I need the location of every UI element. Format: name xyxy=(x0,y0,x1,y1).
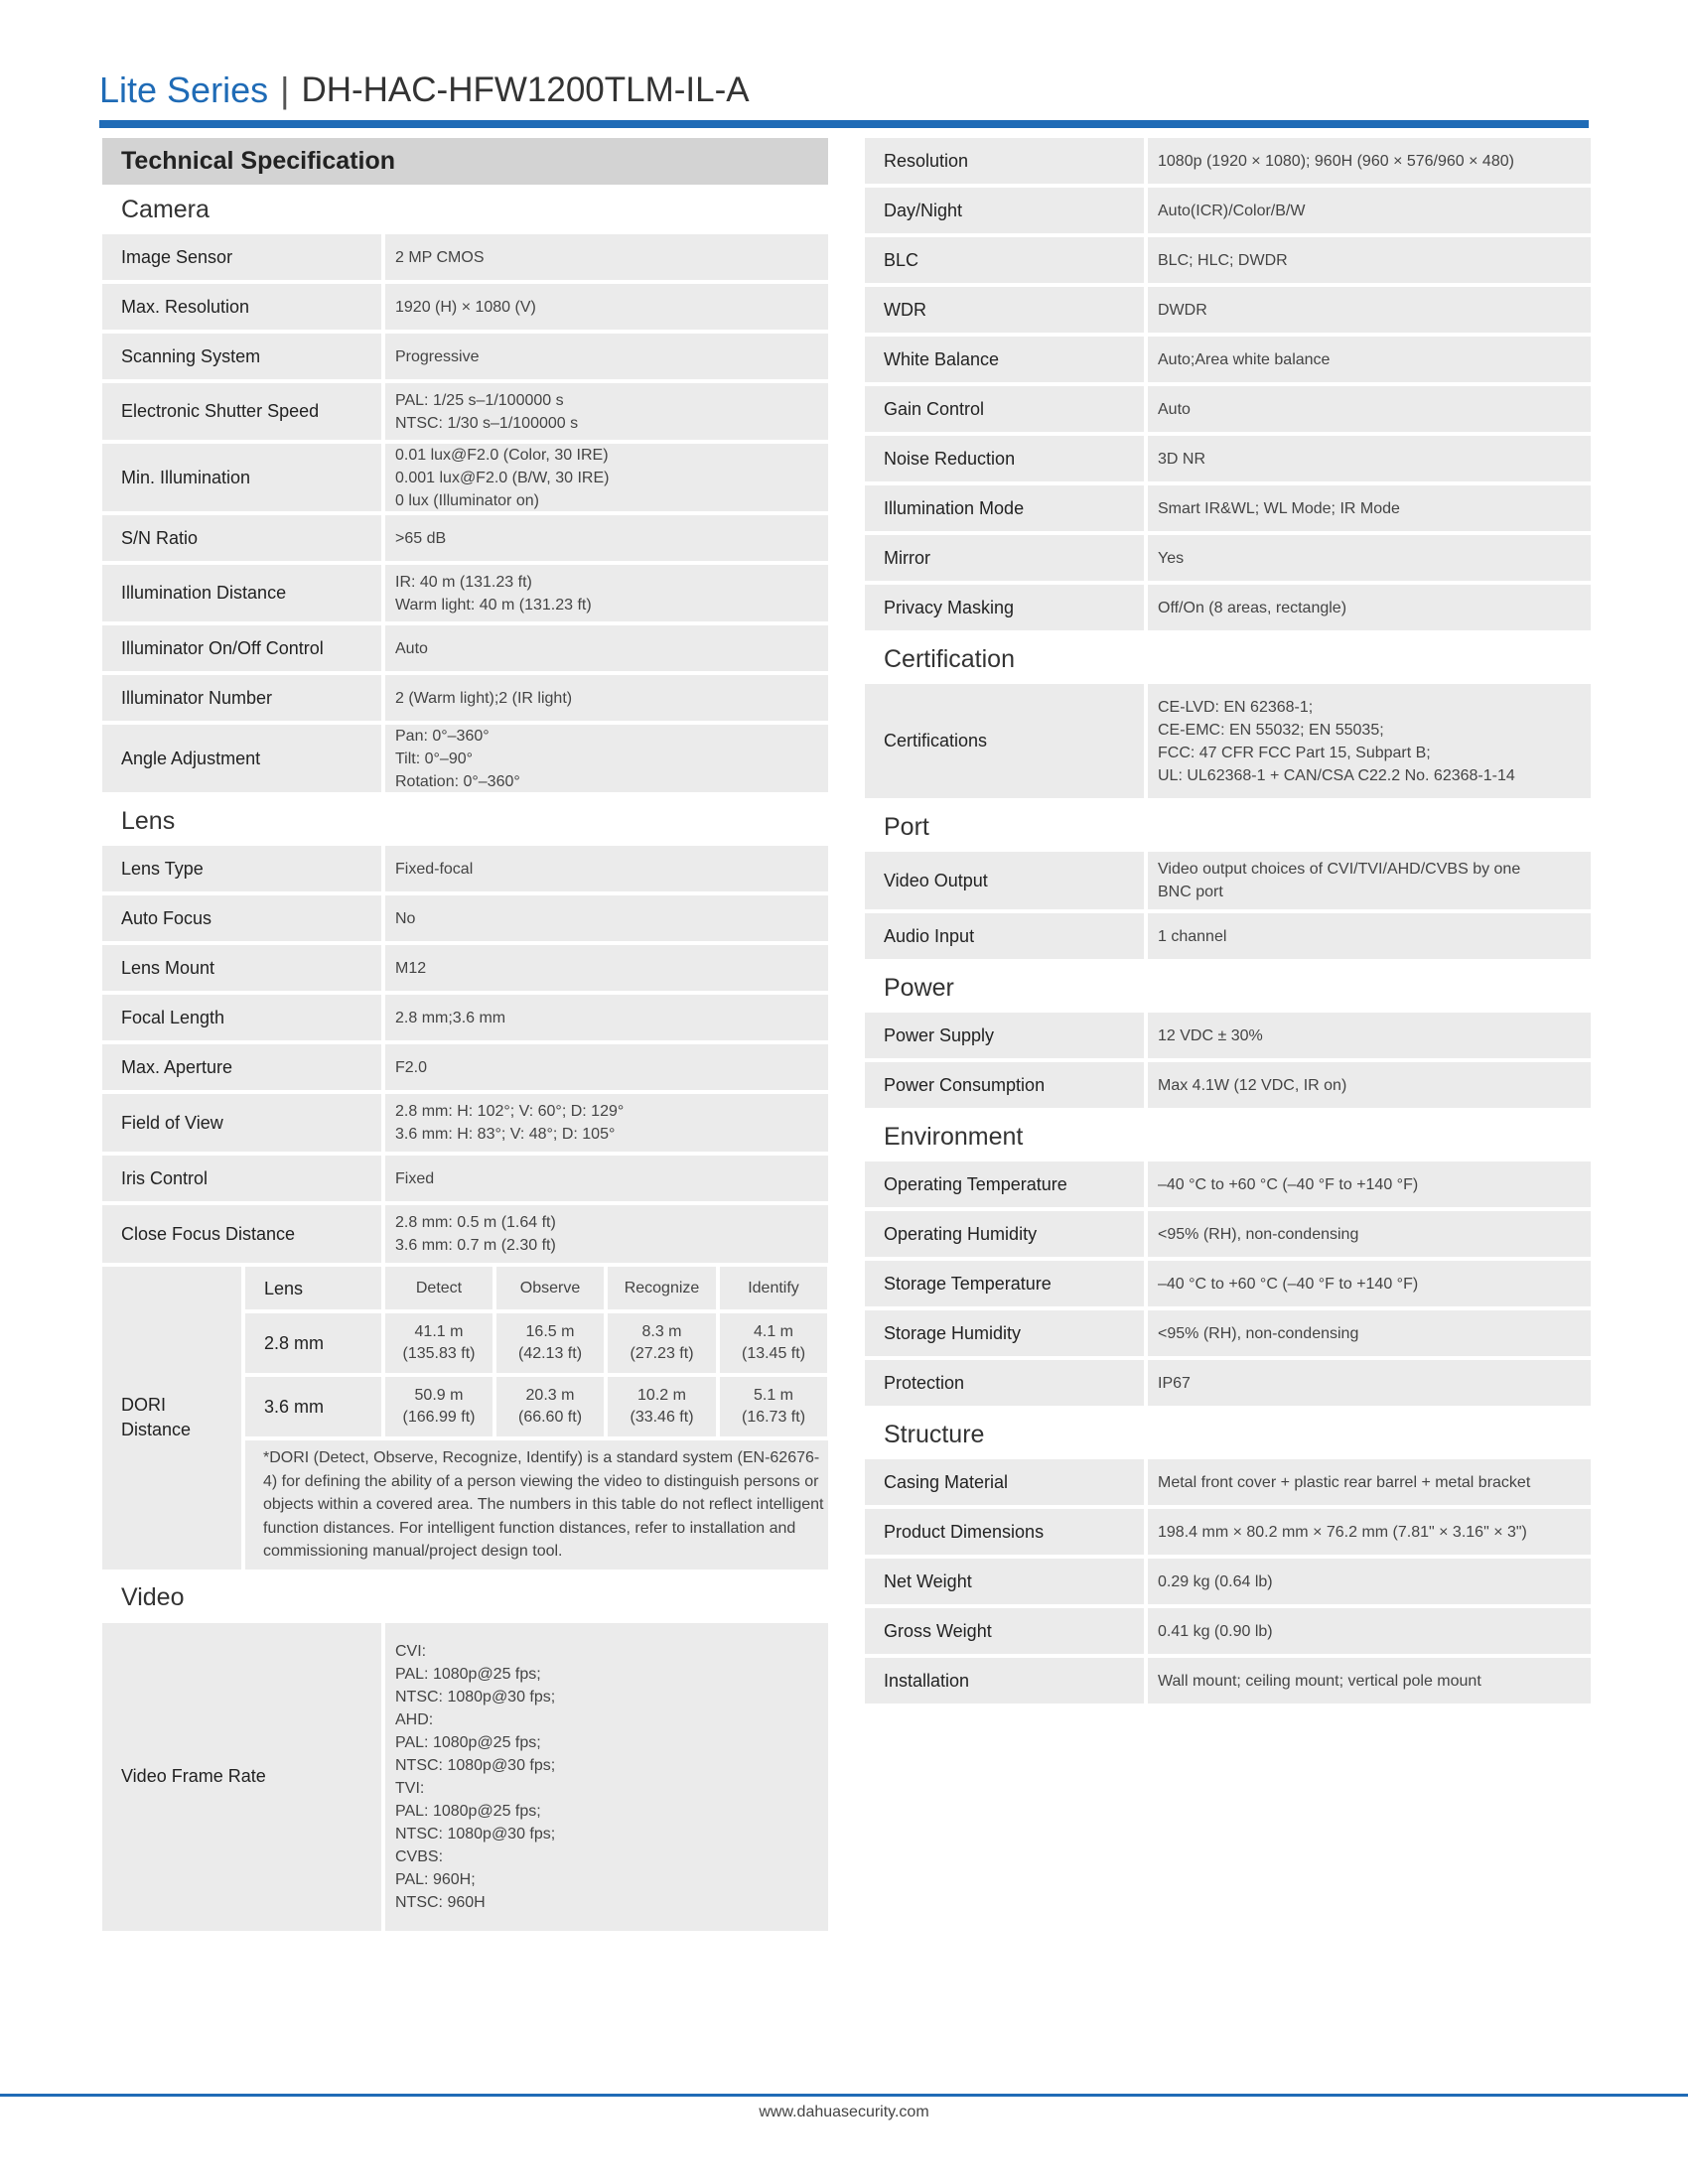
spec-value-line: BNC port xyxy=(1158,884,1223,900)
header-separator: | xyxy=(280,69,290,110)
dori-header-row xyxy=(245,1267,828,1309)
spec-value-line: 1920 (H) × 1080 (V) xyxy=(395,298,536,316)
dori-row xyxy=(245,1313,828,1373)
spec-value-line: M12 xyxy=(395,959,427,977)
spec-label: Iris Control xyxy=(102,1156,381,1201)
spec-value-line: NTSC: 960H xyxy=(395,1893,486,1911)
spec-value-line: 198.4 mm × 80.2 mm × 76.2 mm (7.81" × 3.16" × 3") xyxy=(1158,1523,1527,1541)
spec-value xyxy=(385,284,828,330)
spec-label: Resolution xyxy=(865,138,1144,184)
spec-row xyxy=(865,237,1591,283)
spec-row xyxy=(102,895,828,941)
spec-row xyxy=(865,1261,1591,1306)
spec-row xyxy=(865,1658,1591,1704)
section-lens: Lens xyxy=(121,806,176,835)
spec-value-line: 2 MP CMOS xyxy=(395,248,485,266)
spec-label: Angle Adjustment xyxy=(102,725,381,792)
spec-value xyxy=(1148,1459,1591,1505)
spec-row xyxy=(865,1509,1591,1555)
spec-value-line: Auto;Area white balance xyxy=(1158,350,1331,368)
spec-value-line: 1 channel xyxy=(1158,927,1227,945)
spec-value xyxy=(1148,585,1591,630)
spec-value xyxy=(1148,138,1591,184)
spec-value xyxy=(385,234,828,280)
spec-label: Protection xyxy=(865,1360,1144,1406)
spec-value xyxy=(385,1044,828,1090)
spec-label: Illumination Mode xyxy=(865,485,1144,531)
spec-title: Technical Specification xyxy=(102,138,828,185)
port-table xyxy=(865,852,1591,959)
spec-value-line: 2.8 mm: H: 102°; V: 60°; D: 129° xyxy=(395,1103,625,1120)
spec-value-line: –40 °C to +60 °C (–40 °F to +140 °F) xyxy=(1158,1275,1419,1293)
spec-label: Scanning System xyxy=(102,334,381,379)
spec-value-line: TVI: xyxy=(395,1779,425,1797)
spec-value xyxy=(1148,188,1591,233)
spec-value-line: NTSC: 1080p@30 fps; xyxy=(395,1825,556,1843)
spec-label: Gross Weight xyxy=(865,1608,1144,1654)
spec-value-line: IP67 xyxy=(1158,1374,1191,1392)
spec-value-line: DWDR xyxy=(1158,301,1207,319)
spec-label: Min. Illumination xyxy=(102,444,381,511)
spec-row xyxy=(865,585,1591,630)
spec-value-line: PAL: 960H; xyxy=(395,1870,476,1888)
dori-cell-identify: 5.1 m (16.73 ft) xyxy=(720,1377,827,1436)
spec-row xyxy=(102,675,828,721)
series-name: Lite Series xyxy=(99,69,269,110)
spec-label: Gain Control xyxy=(865,386,1144,432)
spec-value xyxy=(1148,1013,1591,1058)
spec-value-line: 3D NR xyxy=(1158,450,1206,468)
spec-value-line: BLC; HLC; DWDR xyxy=(1158,251,1288,269)
dori-header-observe: Observe xyxy=(496,1267,604,1309)
spec-value-line: Rotation: 0°–360° xyxy=(395,772,520,790)
spec-row xyxy=(865,1360,1591,1406)
spec-row xyxy=(102,284,828,330)
spec-value-line: IR: 40 m (131.23 ft) xyxy=(395,573,532,591)
dori-cell-recognize: 8.3 m (27.23 ft) xyxy=(608,1313,716,1373)
spec-label: Field of View xyxy=(102,1094,381,1152)
spec-value-line: Warm light: 40 m (131.23 ft) xyxy=(395,596,592,614)
section-structure: Structure xyxy=(884,1420,985,1448)
spec-label: WDR xyxy=(865,287,1144,333)
section-camera: Camera xyxy=(121,195,210,223)
spec-value-line: Auto xyxy=(1158,400,1191,418)
spec-label: Mirror xyxy=(865,535,1144,581)
left-column xyxy=(102,138,828,1935)
spec-label: BLC xyxy=(865,237,1144,283)
spec-label: Power Consumption xyxy=(865,1062,1144,1108)
spec-row xyxy=(865,1459,1591,1505)
spec-value-line: PAL: 1080p@25 fps; xyxy=(395,1733,541,1751)
spec-label: Video Frame Rate xyxy=(102,1623,381,1931)
spec-row xyxy=(102,1094,828,1152)
spec-value-line: AHD: xyxy=(395,1710,434,1728)
spec-value-line: 2 (Warm light);2 (IR light) xyxy=(395,689,573,707)
spec-row xyxy=(865,485,1591,531)
spec-value xyxy=(1148,913,1591,959)
spec-row xyxy=(865,1211,1591,1257)
spec-value-line: NTSC: 1080p@30 fps; xyxy=(395,1756,556,1774)
camera-table xyxy=(102,234,828,792)
spec-value xyxy=(1148,237,1591,283)
spec-label: Privacy Masking xyxy=(865,585,1144,630)
spec-value-line: Tilt: 0°–90° xyxy=(395,750,474,767)
spec-label: Audio Input xyxy=(865,913,1144,959)
spec-label: Close Focus Distance xyxy=(102,1205,381,1263)
dori-cell-observe: 20.3 m (66.60 ft) xyxy=(496,1377,604,1436)
section-video: Video xyxy=(121,1583,185,1611)
spec-label: Operating Humidity xyxy=(865,1211,1144,1257)
section-environment: Environment xyxy=(884,1122,1024,1151)
spec-value xyxy=(1148,1559,1591,1604)
section-power: Power xyxy=(884,973,954,1002)
spec-row xyxy=(102,234,828,280)
spec-label: Image Sensor xyxy=(102,234,381,280)
spec-value-line: 2.8 mm;3.6 mm xyxy=(395,1009,506,1026)
spec-row xyxy=(865,1062,1591,1108)
spec-value xyxy=(385,444,828,511)
dori-header-identify: Identify xyxy=(720,1267,827,1309)
spec-row xyxy=(865,386,1591,432)
spec-value xyxy=(1148,1360,1591,1406)
spec-value-line: Auto(ICR)/Color/B/W xyxy=(1158,202,1306,219)
spec-value-line: Fixed-focal xyxy=(395,860,474,878)
spec-value-line: PAL: 1080p@25 fps; xyxy=(395,1665,541,1683)
spec-row xyxy=(865,188,1591,233)
dori-table xyxy=(102,1267,828,1570)
spec-value-line: No xyxy=(395,909,416,927)
spec-value-line: Off/On (8 areas, rectangle) xyxy=(1158,599,1347,616)
spec-value xyxy=(385,895,828,941)
spec-value-line: PAL: 1080p@25 fps; xyxy=(395,1802,541,1820)
dori-cell-observe: 16.5 m (42.13 ft) xyxy=(496,1313,604,1373)
dori-lens: 3.6 mm xyxy=(245,1377,381,1436)
spec-row xyxy=(865,1608,1591,1654)
spec-row xyxy=(102,515,828,561)
spec-value xyxy=(385,565,828,621)
dori-cell-detect: 50.9 m (166.99 ft) xyxy=(385,1377,492,1436)
spec-row xyxy=(102,945,828,991)
dori-header-lens: Lens xyxy=(245,1267,381,1309)
spec-row xyxy=(865,852,1591,909)
spec-row xyxy=(102,444,828,511)
spec-row xyxy=(102,383,828,440)
spec-value xyxy=(1148,852,1591,909)
spec-row xyxy=(865,138,1591,184)
section-port: Port xyxy=(884,812,929,841)
model-number: DH-HAC-HFW1200TLM-IL-A xyxy=(301,70,750,109)
spec-row xyxy=(865,913,1591,959)
spec-label: Day/Night xyxy=(865,188,1144,233)
dori-footnote: *DORI (Detect, Observe, Recognize, Identify) is a standard system (EN-62676-4) for defining the ability of a person viewing the video to distinguish persons or objects within a covered area. The numbers in this table do not reflect intelligent function distances. For intelligent function distances, refer to installation and commissioning manual/project design tool. xyxy=(245,1440,828,1570)
spec-value-line: 0.29 kg (0.64 lb) xyxy=(1158,1572,1273,1590)
spec-row xyxy=(102,1205,828,1263)
spec-value-line: 3.6 mm: H: 83°; V: 48°; D: 105° xyxy=(395,1126,616,1143)
spec-row xyxy=(102,625,828,671)
spec-row xyxy=(102,846,828,891)
spec-value xyxy=(385,383,828,440)
spec-value xyxy=(385,725,828,792)
spec-row xyxy=(865,337,1591,382)
spec-row xyxy=(865,1559,1591,1604)
spec-label: Max. Resolution xyxy=(102,284,381,330)
spec-label: Auto Focus xyxy=(102,895,381,941)
spec-value-line: <95% (RH), non-condensing xyxy=(1158,1324,1359,1342)
spec-row xyxy=(865,1161,1591,1207)
dori-cell-identify: 4.1 m (13.45 ft) xyxy=(720,1313,827,1373)
spec-value xyxy=(1148,386,1591,432)
video-table xyxy=(102,1623,828,1931)
structure-table xyxy=(865,1459,1591,1704)
spec-value-line: 2.8 mm: 0.5 m (1.64 ft) xyxy=(395,1214,556,1231)
spec-value-line: 0.41 kg (0.90 lb) xyxy=(1158,1622,1273,1640)
spec-value-line: Wall mount; ceiling mount; vertical pole mount xyxy=(1158,1672,1481,1690)
spec-value-line: PAL: 1/25 s–1/100000 s xyxy=(395,391,564,409)
spec-value-line: Smart IR&WL; WL Mode; IR Mode xyxy=(1158,499,1400,517)
footer-rule xyxy=(0,2094,1688,2097)
spec-label: Storage Humidity xyxy=(865,1310,1144,1356)
dori-label-line2: Distance xyxy=(121,1420,192,1440)
spec-row xyxy=(102,1156,828,1201)
spec-row xyxy=(102,995,828,1040)
spec-value-line: Pan: 0°–360° xyxy=(395,727,490,745)
spec-row xyxy=(865,287,1591,333)
dori-label xyxy=(102,1267,241,1570)
spec-value-line: CE-EMC: EN 55032; EN 55035; xyxy=(1158,721,1384,739)
spec-label: Operating Temperature xyxy=(865,1161,1144,1207)
spec-value-line: <95% (RH), non-condensing xyxy=(1158,1225,1359,1243)
dori-label-line1: DORI xyxy=(121,1395,166,1416)
spec-row xyxy=(865,1310,1591,1356)
spec-value xyxy=(1148,1161,1591,1207)
spec-row xyxy=(865,684,1591,798)
spec-label: Power Supply xyxy=(865,1013,1144,1058)
spec-value-line: Progressive xyxy=(395,347,480,365)
dori-cell-recognize: 10.2 m (33.46 ft) xyxy=(608,1377,716,1436)
spec-value xyxy=(1148,535,1591,581)
spec-value-line: CVBS: xyxy=(395,1847,444,1865)
spec-row xyxy=(865,436,1591,481)
spec-value-line: CVI: xyxy=(395,1642,427,1660)
spec-value xyxy=(1148,337,1591,382)
spec-label: Video Output xyxy=(865,852,1144,909)
spec-label: Electronic Shutter Speed xyxy=(102,383,381,440)
spec-row xyxy=(102,334,828,379)
spec-value xyxy=(385,625,828,671)
spec-value xyxy=(1148,436,1591,481)
spec-value xyxy=(1148,1062,1591,1108)
spec-value xyxy=(385,1156,828,1201)
spec-value-line: F2.0 xyxy=(395,1058,428,1076)
spec-value-line: 1080p (1920 × 1080); 960H (960 × 576/960 × 480) xyxy=(1158,152,1514,170)
spec-label: Storage Temperature xyxy=(865,1261,1144,1306)
spec-value xyxy=(1148,287,1591,333)
spec-value xyxy=(1148,684,1591,798)
spec-value xyxy=(1148,1261,1591,1306)
spec-value-line: 0 lux (Illuminator on) xyxy=(395,491,539,509)
spec-value-line: Fixed xyxy=(395,1169,435,1187)
spec-value-line: Metal front cover + plastic rear barrel + metal bracket xyxy=(1158,1473,1531,1491)
spec-value-line: 12 VDC ± 30% xyxy=(1158,1026,1263,1044)
dori-row xyxy=(245,1377,828,1436)
dori-cell-detect: 41.1 m (135.83 ft) xyxy=(385,1313,492,1373)
spec-label: Casing Material xyxy=(865,1459,1144,1505)
spec-label: Lens Mount xyxy=(102,945,381,991)
spec-label: Lens Type xyxy=(102,846,381,891)
spec-value xyxy=(1148,1509,1591,1555)
certification-table xyxy=(865,684,1591,798)
spec-row xyxy=(865,535,1591,581)
spec-value xyxy=(1148,1211,1591,1257)
dori-lens: 2.8 mm xyxy=(245,1313,381,1373)
spec-label: Illumination Distance xyxy=(102,565,381,621)
spec-label: Installation xyxy=(865,1658,1144,1704)
spec-value-line: –40 °C to +60 °C (–40 °F to +140 °F) xyxy=(1158,1175,1419,1193)
spec-row xyxy=(102,1044,828,1090)
spec-value-line: UL: UL62368-1 + CAN/CSA C22.2 No. 62368-1-14 xyxy=(1158,766,1515,784)
spec-value-line: Yes xyxy=(1158,549,1185,567)
spec-row xyxy=(865,1013,1591,1058)
spec-value xyxy=(385,995,828,1040)
spec-value xyxy=(1148,1658,1591,1704)
spec-row xyxy=(102,1623,828,1931)
spec-value xyxy=(385,675,828,721)
video-continued-table xyxy=(865,138,1591,630)
spec-label: White Balance xyxy=(865,337,1144,382)
spec-label: Illuminator Number xyxy=(102,675,381,721)
spec-label: Max. Aperture xyxy=(102,1044,381,1090)
spec-value-line: Auto xyxy=(395,639,428,657)
spec-label: Illuminator On/Off Control xyxy=(102,625,381,671)
right-column xyxy=(865,138,1591,1707)
spec-value xyxy=(385,846,828,891)
spec-value-line: CE-LVD: EN 62368-1; xyxy=(1158,698,1314,716)
spec-value-line: Max 4.1W (12 VDC, IR on) xyxy=(1158,1076,1347,1094)
spec-label: Noise Reduction xyxy=(865,436,1144,481)
spec-label: Net Weight xyxy=(865,1559,1144,1604)
spec-value-line: 3.6 mm: 0.7 m (2.30 ft) xyxy=(395,1237,556,1254)
dori-header-recognize: Recognize xyxy=(608,1267,716,1309)
spec-value xyxy=(385,1623,828,1931)
lens-table xyxy=(102,846,828,1263)
spec-value xyxy=(1148,1608,1591,1654)
spec-value xyxy=(385,1094,828,1152)
spec-value-line: NTSC: 1/30 s–1/100000 s xyxy=(395,414,579,432)
spec-value xyxy=(1148,485,1591,531)
spec-value-line: NTSC: 1080p@30 fps; xyxy=(395,1688,556,1706)
header-rule xyxy=(99,120,1589,128)
spec-value-line: >65 dB xyxy=(395,529,447,547)
footer-url: www.dahuasecurity.com xyxy=(759,2104,929,2120)
power-table xyxy=(865,1013,1591,1108)
spec-value xyxy=(385,334,828,379)
spec-row xyxy=(102,565,828,621)
spec-value xyxy=(1148,1310,1591,1356)
spec-label: S/N Ratio xyxy=(102,515,381,561)
spec-row xyxy=(102,725,828,792)
dori-header-detect: Detect xyxy=(385,1267,492,1309)
spec-value-line: FCC: 47 CFR FCC Part 15, Subpart B; xyxy=(1158,744,1431,761)
spec-value xyxy=(385,515,828,561)
spec-label: Product Dimensions xyxy=(865,1509,1144,1555)
spec-label: Certifications xyxy=(865,684,1144,798)
page-header xyxy=(99,66,750,115)
section-certification: Certification xyxy=(884,644,1015,673)
spec-value-line: 0.001 lux@F2.0 (B/W, 30 IRE) xyxy=(395,469,610,486)
spec-value-line: Video output choices of CVI/TVI/AHD/CVBS by one xyxy=(1158,861,1521,878)
environment-table xyxy=(865,1161,1591,1406)
spec-value-line: 0.01 lux@F2.0 (Color, 30 IRE) xyxy=(395,446,609,464)
spec-value xyxy=(385,1205,828,1263)
spec-value xyxy=(385,945,828,991)
spec-label: Focal Length xyxy=(102,995,381,1040)
